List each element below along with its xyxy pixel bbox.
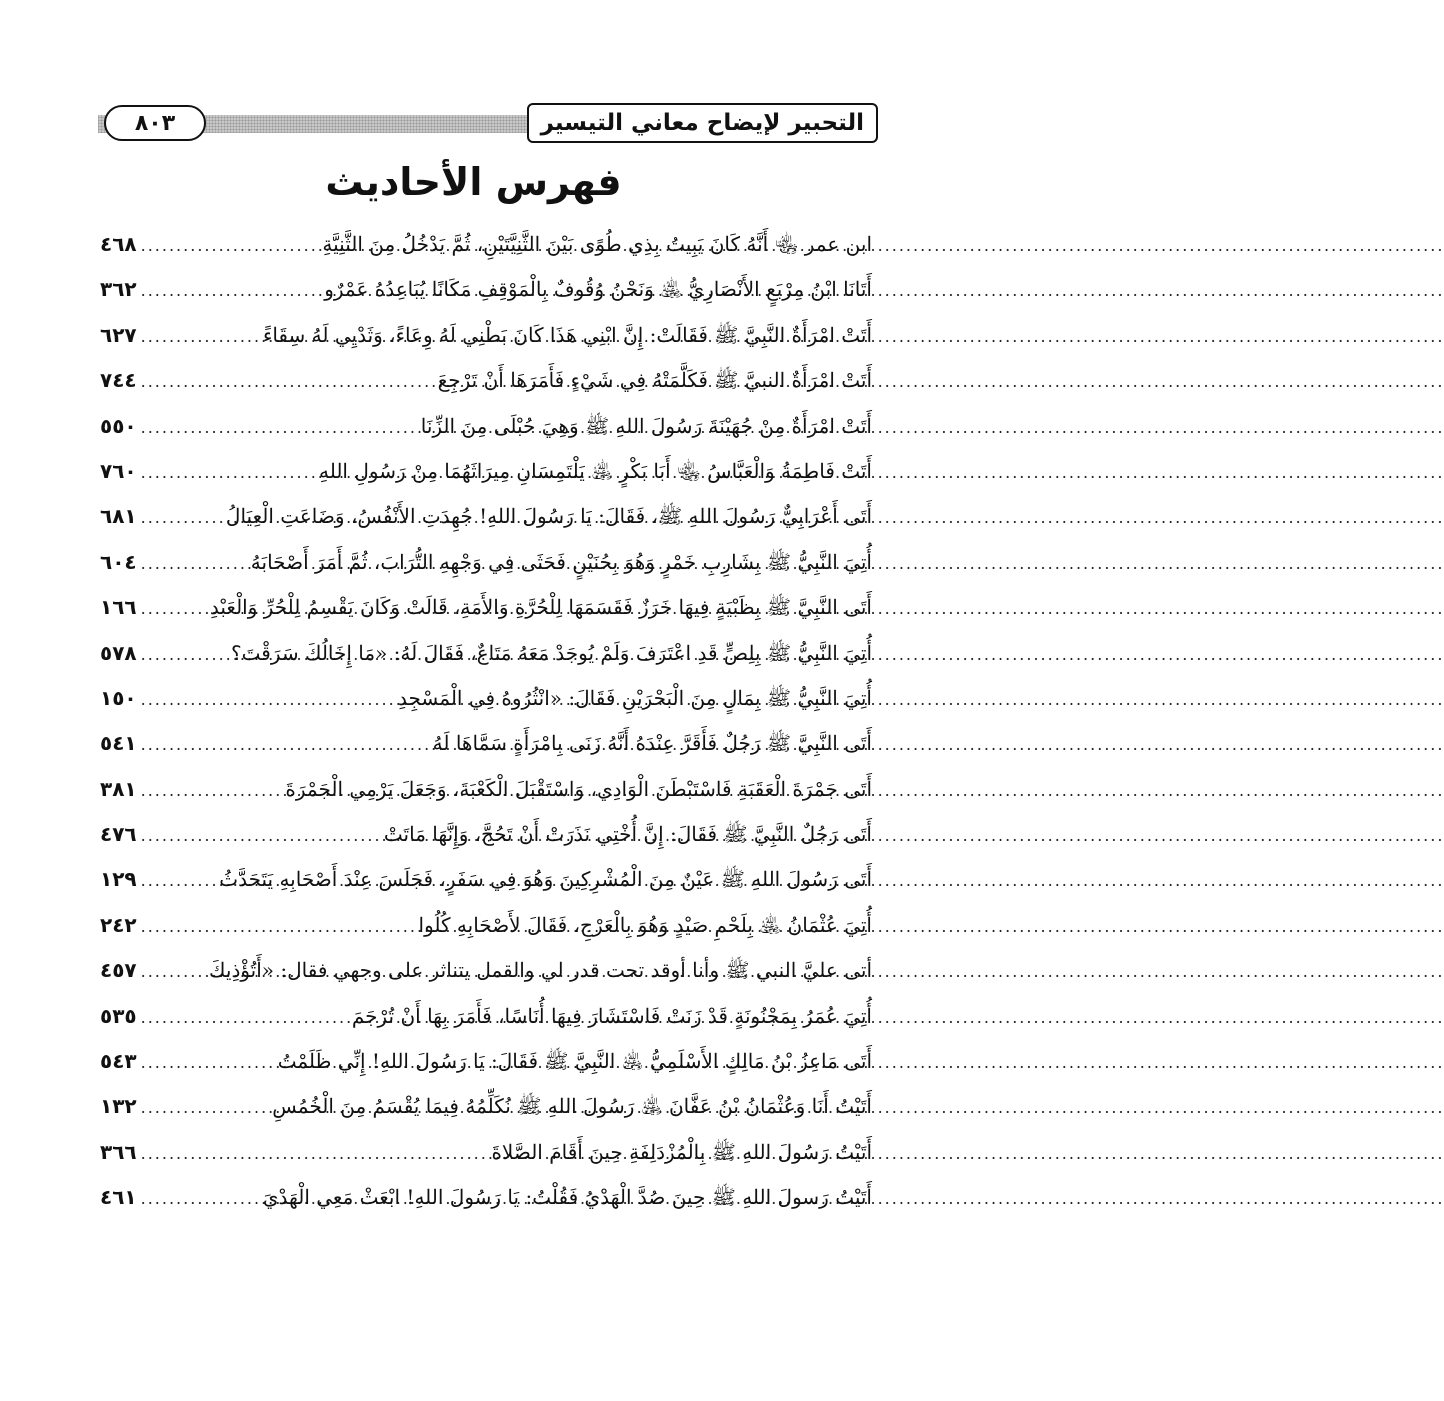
entry-text: أَتَى جَمْرَةَ الْعَقَبَةِ فَاسْتَبْطَنَ الْوَادِي، وَاسْتَقْبَلَ الْكَعْبَةَ، وَجَعَلَ يَرْمِي الْجَمْرَةَ xyxy=(285,776,872,801)
entry-page-number: ٤٥٧ xyxy=(100,958,137,983)
index-entry xyxy=(100,449,872,494)
entry-page-number: ١٢٩ xyxy=(100,867,137,892)
leader-dots xyxy=(141,632,231,677)
entry-text: أَتَتْ امْرَأَةٌ النبيَّ ﷺ فَكَلَّمَتْهُ فِي شَيْءٍ فَأَمَرَهَا أَنْ تَرْجِعَ xyxy=(437,368,872,393)
entry-text: أَتَانَا ابْنُ مِرْبَعٍ الأَنْصَارِيُّ ﵁ وَنَحْنُ وُقُوفٌ بِالْمَوْقِفِ مَكَانًا يُبَاعِدُهُ عَمْرٌو xyxy=(324,277,872,302)
index-entry xyxy=(100,676,872,721)
entry-page-number: ٥٤٣ xyxy=(100,1049,137,1074)
entry-text: أَتَيْتُ رَسولَ اللهِ ﷺ حِينَ صُدَّ الْهَدْيُ فَقُلْتُ: يَا رَسُولَ اللهِ! ابْعَثْ مَعِي الْهَدْيَ xyxy=(262,1185,872,1210)
index-entry xyxy=(100,857,872,902)
leader-dots xyxy=(141,314,263,359)
entry-text: أَتَى مَاعِزُ بْنُ مَالِكٍ الأَسْلَمِيُّ ﵁ النَّبِيَّ ﷺ فَقَالَ: يَا رَسُولَ اللهِ! إِنِّي ظَلَمْتُ xyxy=(277,1049,872,1074)
index-entry xyxy=(100,994,872,1039)
entry-page-number: ٣٨١ xyxy=(100,776,137,801)
entry-page-number: ٥٥٠ xyxy=(100,413,137,438)
entry-page-number: ٧٦٠ xyxy=(100,458,137,483)
entry-page-number: ٤٦١ xyxy=(100,1185,137,1210)
entry-text: أَتَتْ امْرَأَةٌ مِنْ جُهَيْنَةَ رَسُولَ اللهِ ﷺ وَهِيَ حُبْلَى مِنَ الزِّنَا xyxy=(420,413,872,438)
leader-dots xyxy=(141,677,398,722)
entry-page-number: ٥٧٨ xyxy=(100,640,137,665)
entry-text: أَتَيْتُ أَنَا وَعُثْمَانُ بْنُ عَفَّانَ ﵁ رَسُولَ اللهِ ﷺ نُكَلِّمُهُ فِيمَا يُقْسَمُ مِنَ الْخُمُسِ xyxy=(272,1094,872,1119)
index-entry xyxy=(100,767,872,812)
entry-text: أَتَى رَسُولَ اللهِ ﷺ عَيْنٌ مِنَ الْمُشْرِكِينَ وَهُوَ فِي سَفَرٍ، فَجَلَسَ عِنْدَ أَصْحَابِهِ يَتَحَدَّثُ xyxy=(219,867,872,892)
index-entry xyxy=(100,358,872,403)
entry-page-number: ٦٢٧ xyxy=(100,322,137,347)
entry-page-number: ١٦٦ xyxy=(100,595,137,620)
entry-page-number: ٥٣٥ xyxy=(100,1003,137,1028)
leader-dots xyxy=(141,495,226,540)
index-entry xyxy=(100,585,872,630)
running-header xyxy=(98,103,878,145)
index-entry xyxy=(100,313,872,358)
page-number: ٨٠٣ xyxy=(134,110,176,136)
index-entry xyxy=(100,540,872,585)
leader-dots xyxy=(141,722,433,767)
entry-text: ابن عمر ﵄ أَنَّهُ كَانَ يَبِيتُ بِذِي طُوًى بَيْنَ الثَّنِيَّتَيْنِ، ثُمَّ يَدْخُلُ مِنَ الثَّنِيَّةِ xyxy=(322,232,872,256)
entry-page-number: ٤٦٨ xyxy=(100,232,137,256)
leader-dots xyxy=(141,858,220,903)
entry-text: أَتَيْتُ رَسُولَ اللهِ ﷺ بِالْمُزْدَلِفَةِ حِينَ أَقَامَ الصَّلاةَ xyxy=(491,1139,872,1164)
index-entry xyxy=(100,721,872,766)
index-entry xyxy=(100,404,872,449)
leader-dots xyxy=(141,904,419,949)
index-entry xyxy=(100,948,872,993)
index-entry xyxy=(100,812,872,857)
entry-page-number: ٥٤١ xyxy=(100,731,137,756)
entry-page-number: ٦٠٤ xyxy=(100,549,137,574)
index-entry xyxy=(100,222,872,267)
section-title: فهرس الأحاديث xyxy=(325,160,622,204)
leader-dots xyxy=(141,586,210,631)
entry-text: أتى عليَّ النبي ﷺ وأنا أوقد تحت قدر لي والقمل يتناثر على وجهي فقال: «أَتُؤْذِيكَ xyxy=(209,958,872,983)
leader-dots xyxy=(141,1176,263,1221)
entry-text: أَتَى رَجُلٌ النَّبِيَّ ﷺ فَقَالَ: إِنَّ أُخْتِي نَذَرَتْ أَنْ تَحُجَّ، وَإِنَّهَا مَاتَتْ xyxy=(383,822,872,847)
entry-page-number: ٣٦٦ xyxy=(100,1139,137,1164)
leader-dots xyxy=(141,813,384,858)
entry-page-number: ١٣٢ xyxy=(100,1094,137,1119)
leader-dots xyxy=(141,949,209,994)
entry-page-number: ١٥٠ xyxy=(100,685,137,710)
entry-page-number: ٧٤٤ xyxy=(100,368,137,393)
entry-text: أَتَى أَعْرَابِيٌّ رَسُولَ اللهِ ﷺ، فَقَالَ: يَا رَسُولَ اللهِ! جُهِدَتِ الأَنْفُسُ، وَضَاعَتِ الْعِيَالُ xyxy=(225,504,872,529)
leader-dots xyxy=(141,450,319,495)
entry-text: أَتَتْ امْرَأَةٌ النَّبِيَّ ﷺ فَقَالَتْ: إِنَّ ابْنِي هَذَا كَانَ بَطْنِي لَهُ وِعَاءً، وَثَدْيِي لَهُ سِقَاءً xyxy=(262,322,872,347)
entry-page-number: ٤٧٦ xyxy=(100,822,137,847)
leader-dots xyxy=(141,768,286,813)
index-entry xyxy=(100,1130,872,1175)
entry-text: أُتِيَ النَّبِيُّ ﷺ بِلِصٍّ قَدِ اعْتَرَفَ وَلَمْ يُوجَدْ مَعَهُ مَتَاعٌ، فَقَالَ لَهُ: «مَا إِخَالُكَ سَرَقْتَ؟ xyxy=(231,640,872,665)
book-title-box xyxy=(527,103,878,143)
hadith-index-list xyxy=(100,222,872,1221)
leader-dots xyxy=(141,1085,273,1130)
leader-dots xyxy=(141,359,438,404)
entry-text: أُتِيَ النَّبِيُّ ﷺ بِمَالٍ مِنَ الْبَحْرَيْنِ فَقَالَ: «انْثُرُوهُ فِي الْمَسْجِدِ xyxy=(398,685,872,710)
entry-page-number: ٣٦٢ xyxy=(100,277,137,302)
leader-dots xyxy=(141,268,325,313)
entry-text: أُتِيَ عُمَرُ بِمَجْنُونَةٍ قَدْ زَنَتْ فَاسْتَشَارَ فِيهَا أُنَاسًا، فَأَمَرَ بِهَا أَنْ تُرْجَمَ xyxy=(351,1003,872,1028)
leader-dots xyxy=(141,995,352,1040)
entry-text: أَتَى النَّبِيَّ ﷺ رَجُلٌ فَأَقَرَّ عِنْدَهُ أَنَّهُ زَنَى بِامْرَأَةٍ سَمَّاهَا لَهُ xyxy=(432,731,872,756)
leader-dots xyxy=(141,1040,278,1085)
leader-dots xyxy=(141,405,421,450)
index-entry xyxy=(100,267,872,312)
leader-dots xyxy=(141,1131,492,1176)
entry-page-number: ٢٤٢ xyxy=(100,912,137,937)
index-entry xyxy=(100,1084,872,1129)
leader-dots xyxy=(141,541,251,586)
entry-page-number: ٦٨١ xyxy=(100,504,137,529)
entry-text: أُتِيَ النَّبِيُّ ﷺ بِشَارِبِ خَمْرٍ وَهُوَ بِحُنَيْنٍ فَحَثَى فِي وَجْهِهِ التُّرَابَ، ثُمَّ أَمَرَ أَصْحَابَهُ xyxy=(250,549,872,574)
index-entry xyxy=(100,494,872,539)
index-entry xyxy=(100,1039,872,1084)
index-entry xyxy=(100,631,872,676)
book-title: التحبير لإيضاح معاني التيسير xyxy=(540,110,864,136)
index-entry xyxy=(100,903,872,948)
page-number-box xyxy=(104,105,206,141)
entry-text: أُتِيَ عُثْمَانُ ﵁ بِلَحْمِ صَيْدٍ وَهُوَ بِالْعَرْجِ، فَقَالَ لأَصْحَابِهِ كُلُوا xyxy=(418,912,872,937)
index-entry xyxy=(100,1175,872,1220)
leader-dots xyxy=(141,223,323,268)
entry-text: أَتَى النَّبِيَّ ﷺ بِظَبْيَةٍ فِيهَا خَرَزٌ فَقَسَمَهَا لِلْحُرَّةِ وَالأَمَةِ، قَالَتْ وَكَانَ يَقْسِمُ لِلْحُرِّ وَالْعَبْدِ xyxy=(209,595,872,620)
entry-text: أَتَتْ فَاطِمَةُ وَالْعَبَّاسُ ﵄ أَبَا بَكْرٍ ﵁ يَلْتَمِسَانِ مِيرَاثَهُمَا مِنْ رَسُولِ اللهِ xyxy=(318,458,872,483)
